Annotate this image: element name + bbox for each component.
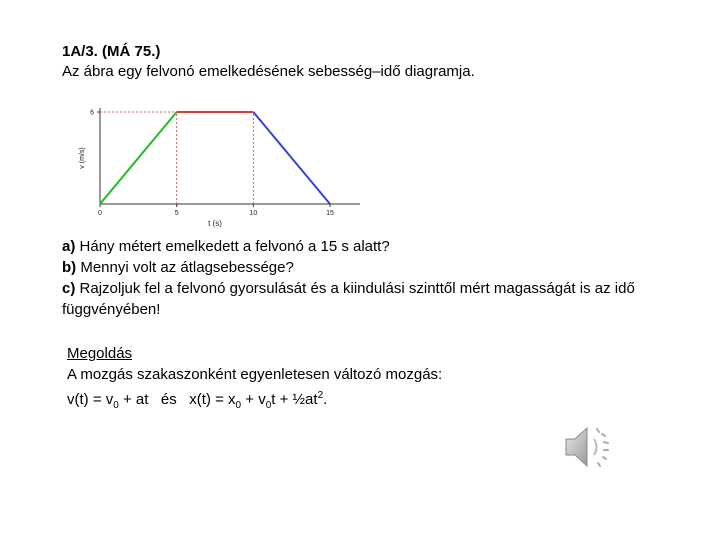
y-tick-label-1: 6 bbox=[90, 109, 94, 117]
x-axis-label: t (s) bbox=[208, 219, 222, 228]
series-segment-0 bbox=[100, 112, 177, 204]
problem-subtitle: Az ábra egy felvonó emelkedésének sebesség–idő diagramja. bbox=[62, 63, 475, 80]
solution-line: A mozgás szakaszonként egyenletesen változó mozgás: bbox=[67, 366, 443, 383]
solution bbox=[67, 343, 442, 416]
problem-heading: 1A/3. (MÁ 75.) bbox=[62, 43, 161, 60]
question-b: b) Mennyi volt az átlagsebessége? bbox=[62, 259, 294, 276]
questions bbox=[62, 236, 662, 320]
x-tick-label-1: 5 bbox=[174, 210, 179, 217]
speaker-icon[interactable] bbox=[560, 422, 616, 472]
velocity-time-chart bbox=[58, 100, 368, 230]
solution-heading: Megoldás bbox=[67, 345, 133, 362]
x-tick-label-0: 0 bbox=[98, 210, 102, 217]
problem-title bbox=[62, 42, 475, 82]
solution-equations: $v(t) = v_0$ + at és $x(t) = x_0 + v_0t$ + $\frac{1}{2}at^2$. bbox=[67, 390, 328, 411]
question-c: c) Rajzoljuk fel a felvonó gyorsulását és a kiindulási szinttől mért magasságát is az idő függvényében! bbox=[62, 280, 635, 318]
y-axis-label: v (m/s) bbox=[79, 147, 86, 169]
question-a: a) Hány métert emelkedett a felvonó a 15 s alatt? bbox=[62, 238, 390, 255]
x-tick-label-2: 10 bbox=[249, 210, 258, 217]
series-segment-2 bbox=[253, 112, 330, 204]
x-tick-label-3: 15 bbox=[326, 210, 334, 217]
